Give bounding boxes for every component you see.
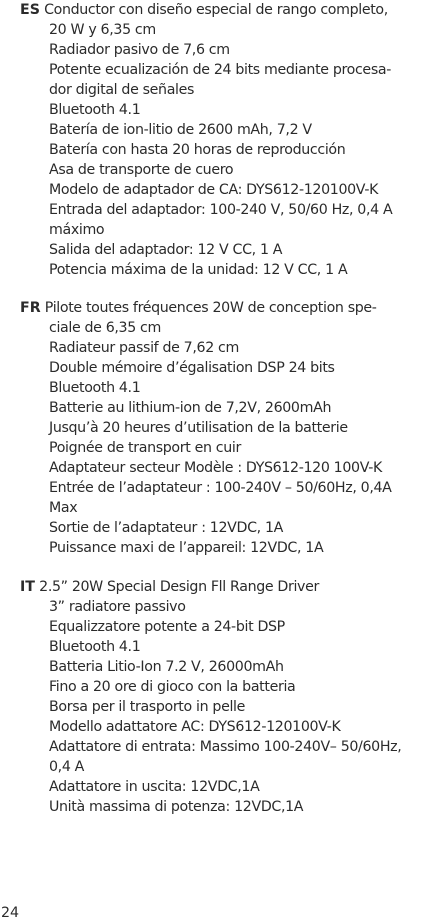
section-line: 20 W y 6,35 cm: [49, 22, 156, 38]
section-line: Modello adattatore AC: DYS612-120100V-K: [49, 719, 341, 735]
section-line: Batería con hasta 20 horas de reproducción: [49, 142, 346, 158]
section-line: Bluetooth 4.1: [49, 380, 141, 396]
language-code: ES: [20, 2, 40, 18]
section-line: Fino a 20 ore di gioco con la batteria: [49, 679, 296, 695]
section-line: Asa de transporte de cuero: [49, 162, 234, 178]
page-number: 24: [1, 905, 20, 921]
section-line: Double mémoire d’égalisation DSP 24 bits: [49, 360, 335, 376]
section-line: Adattatore in uscita: 12VDC,1A: [49, 779, 260, 795]
section-line: Potencia máxima de la unidad: 12 V CC, 1 A: [49, 262, 348, 278]
section-line: Entrada del adaptador: 100-240 V, 50/60 Hz, 0,4 A: [49, 202, 393, 218]
section-line: ciale de 6,35 cm: [49, 320, 161, 336]
section-line: Poignée de transport en cuir: [49, 440, 241, 456]
section-line: Unità massima di potenza: 12VDC,1A: [49, 799, 304, 815]
section-line: Sortie de l’adaptateur : 12VDC, 1A: [49, 520, 283, 536]
language-code: FR: [20, 300, 41, 316]
section-line: Modelo de adaptador de CA: DYS612-120100V-K: [49, 182, 379, 198]
section-line: Batterie au lithium-ion de 7,2V, 2600mAh: [49, 400, 332, 416]
section-line: Borsa per il trasporto in pelle: [49, 699, 246, 715]
section-line: Bluetooth 4.1: [49, 639, 141, 655]
section-line: máximo: [49, 222, 105, 238]
section-line: Batteria Litio-Ion 7.2 V, 26000mAh: [49, 659, 284, 675]
section-line: Entrée de l’adaptateur : 100-240V – 50/60Hz, 0,4A: [49, 480, 392, 496]
section-line: Potente ecualización de 24 bits mediante procesa-: [49, 62, 391, 78]
language-code: IT: [20, 579, 35, 595]
section-line: IT 2.5” 20W Special Design Fll Range Driver: [20, 579, 319, 595]
section-line: Bluetooth 4.1: [49, 102, 141, 118]
section-line: 3” radiatore passivo: [49, 599, 186, 615]
section-line: dor digital de señales: [49, 82, 195, 98]
section-line: Puissance maxi de l’appareil: 12VDC, 1A: [49, 540, 324, 556]
section-line: Max: [49, 500, 78, 516]
section-line: Radiateur passif de 7,62 cm: [49, 340, 239, 356]
section-line: Adaptateur secteur Modèle : DYS612-120 100V-K: [49, 460, 382, 476]
section-line: Radiador pasivo de 7,6 cm: [49, 42, 230, 58]
section-line: Batería de ion-litio de 2600 mAh, 7,2 V: [49, 122, 312, 138]
section-line: Adattatore di entrata: Massimo 100-240V– 50/60Hz,: [49, 739, 402, 755]
section-line: ES Conductor con diseño especial de rango completo,: [20, 2, 388, 18]
section-line: FR Pilote toutes fréquences 20W de conception spe-: [20, 300, 377, 316]
section-line: Jusqu’à 20 heures d’utilisation de la batterie: [49, 420, 348, 436]
section-line: 0,4 A: [49, 759, 85, 775]
section-line: Salida del adaptador: 12 V CC, 1 A: [49, 242, 283, 258]
section-line: Equalizzatore potente a 24-bit DSP: [49, 619, 285, 635]
